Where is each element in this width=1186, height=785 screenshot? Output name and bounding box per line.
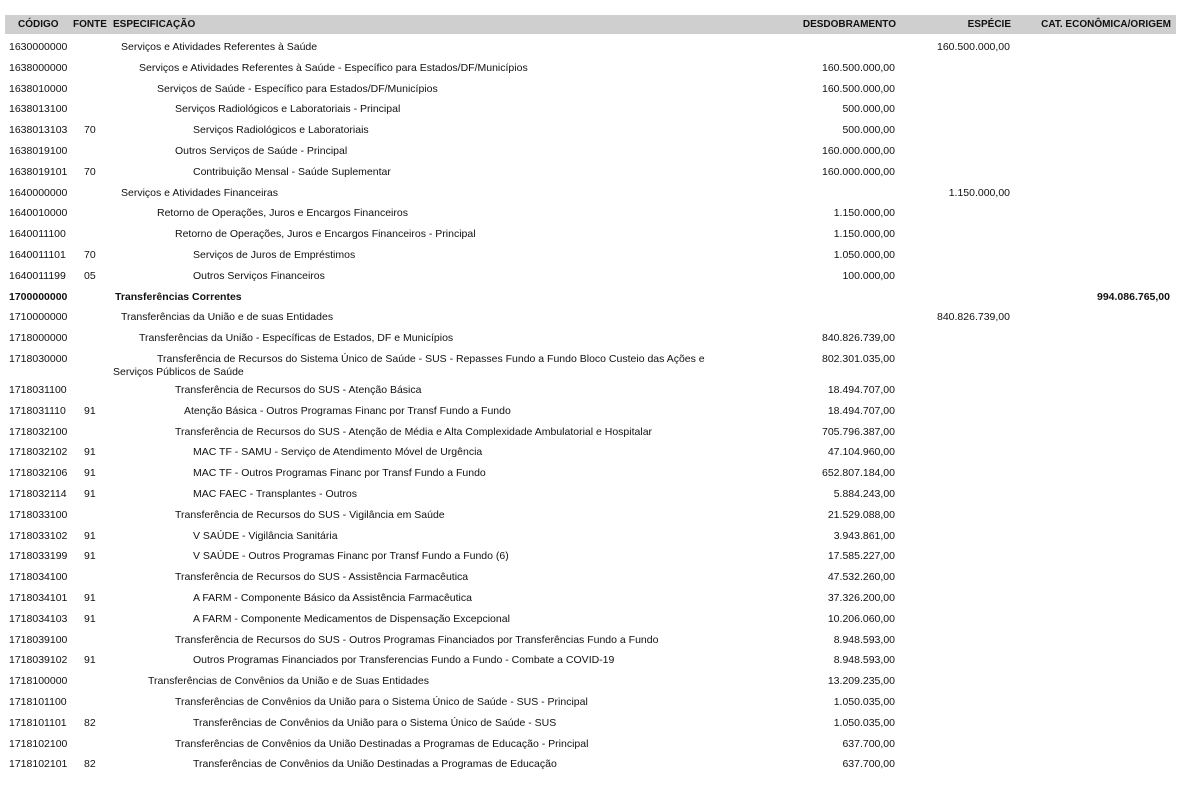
- table-row: [0, 713, 1186, 734]
- row-desdobramento: 500.000,00: [842, 124, 895, 137]
- row-especificacao: A FARM - Componente Medicamentos de Dispensação Excepcional: [193, 612, 510, 625]
- row-fonte: 91: [84, 487, 96, 500]
- row-codigo: 1718102101: [9, 758, 68, 771]
- row-especificacao: Serviços de Juros de Empréstimos: [193, 248, 356, 261]
- row-codigo: 1630000000: [9, 41, 68, 53]
- row-especificacao: V SAÚDE - Outros Programas Financ por Transf Fundo a Fundo (6): [193, 550, 509, 563]
- row-codigo: 1718034101: [9, 591, 68, 604]
- row-desdobramento: 47.532.260,00: [827, 571, 895, 584]
- row-codigo: 1638019101: [9, 165, 68, 178]
- row-fonte: 05: [84, 269, 96, 282]
- row-codigo: 1638000000: [9, 61, 68, 74]
- row-codigo: 1718101100: [9, 695, 67, 708]
- row-codigo: 1638013103: [9, 124, 68, 137]
- row-fonte: 91: [84, 612, 96, 625]
- table-row: [0, 99, 1186, 120]
- row-codigo: 1718100000: [9, 675, 68, 688]
- row-desdobramento: 18.494.707,00: [827, 404, 895, 417]
- row-desdobramento: 160.000.000,00: [822, 165, 895, 178]
- row-especificacao: Transferências da União - Específicas de Estados, DF e Municípios: [139, 332, 454, 345]
- row-especificacao: Serviços e Atividades Referentes à Saúde - Específico para Estados/DF/Municípios: [139, 61, 528, 74]
- row-desdobramento: 160.500.000,00: [822, 82, 895, 95]
- table-row: [0, 588, 1186, 609]
- row-codigo: 1718030000: [9, 352, 68, 365]
- row-fonte: 91: [84, 654, 96, 667]
- row-codigo: 1640011100: [9, 228, 66, 241]
- row-desdobramento: 10.206.060,00: [827, 612, 895, 625]
- table-row: [0, 380, 1186, 401]
- row-desdobramento: 1.050.035,00: [833, 695, 895, 708]
- row-especificacao: Outros Serviços Financeiros: [193, 269, 325, 282]
- row-especificacao: Transferências de Convênios da União Destinadas a Programas de Educação - Principal: [175, 737, 589, 750]
- row-especificacao: Retorno de Operações, Juros e Encargos Financeiros - Principal: [175, 228, 476, 241]
- row-desdobramento: 1.150.000,00: [833, 228, 895, 241]
- table-row: [0, 650, 1186, 671]
- table-row: [0, 349, 1186, 380]
- row-especificacao: Outros Serviços de Saúde - Principal: [175, 144, 348, 157]
- row-desdobramento: 47.104.960,00: [827, 446, 895, 459]
- table-row: [0, 463, 1186, 484]
- row-especificacao: Transferências de Convênios da União Destinadas a Programas de Educação: [193, 758, 557, 771]
- row-desdobramento: 705.796.387,00: [822, 425, 895, 438]
- row-desdobramento: 13.209.235,00: [827, 675, 895, 688]
- row-fonte: 70: [84, 124, 96, 137]
- row-especificacao: MAC TF - Outros Programas Financ por Transf Fundo a Fundo: [193, 467, 486, 480]
- table-row: [0, 307, 1186, 328]
- table-row: [0, 754, 1186, 775]
- row-fonte: 70: [84, 165, 96, 178]
- row-desdobramento: 160.000.000,00: [822, 144, 895, 157]
- table-row: [0, 120, 1186, 141]
- row-codigo: 1640011101: [9, 248, 66, 261]
- table-row: [0, 266, 1186, 287]
- row-codigo: 1718039102: [9, 654, 68, 667]
- row-especificacao: Atenção Básica - Outros Programas Financ por Transf Fundo a Fundo: [184, 404, 511, 417]
- row-codigo: 1718031100: [9, 383, 67, 396]
- table-row: [0, 505, 1186, 526]
- row-desdobramento: 21.529.088,00: [827, 508, 895, 521]
- row-desdobramento: 802.301.035,00: [822, 352, 895, 365]
- row-especificacao: Transferência de Recursos do SUS - Atenção de Média e Alta Complexidade Ambulatorial e Hospitalar: [175, 425, 653, 438]
- row-desdobramento: 100.000,00: [842, 269, 895, 282]
- row-codigo: 1718031110: [9, 404, 66, 417]
- row-codigo: 1718033102: [9, 529, 68, 542]
- table-row: [0, 526, 1186, 547]
- table-row: [0, 546, 1186, 567]
- table-row: [0, 422, 1186, 443]
- header-especie: ESPÉCIE: [967, 19, 1011, 30]
- row-cat-economica: 994.086.765,00: [1097, 290, 1170, 303]
- row-especie: 840.826.739,00: [937, 311, 1010, 324]
- row-especificacao: MAC TF - SAMU - Serviço de Atendimento Móvel de Urgência: [193, 446, 483, 459]
- row-codigo: 1718033199: [9, 550, 68, 563]
- row-desdobramento: 37.326.200,00: [827, 591, 895, 604]
- row-desdobramento: 5.884.243,00: [833, 487, 895, 500]
- row-especie: 160.500.000,00: [937, 41, 1010, 53]
- row-fonte: 91: [84, 446, 96, 459]
- row-especificacao: Transferências de Convênios da União e de Suas Entidades: [148, 675, 429, 688]
- table-row: [0, 58, 1186, 79]
- row-especificacao: Transferência de Recursos do SUS - Atenção Básica: [175, 383, 422, 396]
- row-codigo: 1718032102: [9, 446, 68, 459]
- row-desdobramento: 8.948.593,00: [833, 633, 895, 646]
- row-especificacao: Retorno de Operações, Juros e Encargos Financeiros: [157, 207, 408, 220]
- row-especificacao: Transferência de Recursos do SUS - Assistência Farmacêutica: [175, 571, 469, 584]
- table-row: [0, 79, 1186, 100]
- row-desdobramento: 637.700,00: [842, 758, 895, 771]
- row-codigo: 1718102100: [9, 737, 68, 750]
- row-desdobramento: 1.050.000,00: [833, 248, 895, 261]
- row-codigo: 1640000000: [9, 186, 68, 199]
- table-row: [0, 203, 1186, 224]
- header-desdobramento: DESDOBRAMENTO: [802, 19, 896, 30]
- row-fonte: 91: [84, 404, 96, 417]
- table-body: [0, 37, 1186, 775]
- table-row: [0, 484, 1186, 505]
- row-desdobramento: 652.807.184,00: [822, 467, 895, 480]
- row-codigo: 1638013100: [9, 103, 68, 116]
- row-especificacao: Transferências Correntes: [115, 290, 242, 303]
- row-especificacao: Transferência de Recursos do SUS - Outros Programas Financiados por Transferências Fundo a Fundo: [175, 633, 659, 646]
- header-fonte: FONTE: [73, 19, 107, 30]
- row-especificacao: Serviços e Atividades Financeiras: [121, 186, 278, 199]
- row-especificacao: Transferências de Convênios da União para o Sistema Único de Saúde - SUS: [193, 716, 557, 729]
- header-codigo: CÓDIGO: [18, 19, 59, 30]
- row-codigo: 1700000000: [9, 290, 68, 303]
- row-codigo: 1640011199: [9, 269, 66, 282]
- table-row: [0, 37, 1186, 58]
- table-row: [0, 401, 1186, 422]
- row-especificacao: A FARM - Componente Básico da Assistência Farmacêutica: [193, 591, 472, 604]
- row-codigo: 1718000000: [9, 332, 68, 345]
- row-fonte: 70: [84, 248, 96, 261]
- table-row: [0, 224, 1186, 245]
- table-row: [0, 442, 1186, 463]
- row-codigo: 1718032114: [9, 487, 67, 500]
- table-row: [0, 734, 1186, 755]
- row-desdobramento: 840.826.739,00: [822, 332, 895, 345]
- table-row: [0, 692, 1186, 713]
- row-desdobramento: 1.050.035,00: [833, 716, 895, 729]
- row-desdobramento: 637.700,00: [842, 737, 895, 750]
- row-especificacao: Serviços Radiológicos e Laboratoriais - Principal: [175, 103, 401, 116]
- row-especificacao: Transferências de Convênios da União para o Sistema Único de Saúde - SUS - Principal: [175, 695, 588, 708]
- row-especificacao: Transferência de Recursos do SUS - Vigilância em Saúde: [175, 508, 445, 521]
- row-codigo: 1638010000: [9, 82, 68, 95]
- row-codigo: 1640010000: [9, 207, 68, 220]
- row-fonte: 82: [84, 758, 96, 771]
- row-codigo: 1718034103: [9, 612, 68, 625]
- table-row: [0, 245, 1186, 266]
- row-desdobramento: 1.150.000,00: [833, 207, 895, 220]
- row-codigo: 1718033100: [9, 508, 68, 521]
- row-desdobramento: 17.585.227,00: [827, 550, 895, 563]
- row-desdobramento: 18.494.707,00: [827, 383, 895, 396]
- row-codigo: 1718032100: [9, 425, 68, 438]
- table-row: [0, 183, 1186, 204]
- row-codigo: 1718032106: [9, 467, 68, 480]
- row-codigo: 1718101101: [9, 716, 67, 729]
- row-desdobramento: 500.000,00: [842, 103, 895, 116]
- row-especificacao: Transferências da União e de suas Entidades: [121, 311, 334, 324]
- row-codigo: 1638019100: [9, 144, 68, 157]
- row-fonte: 91: [84, 591, 96, 604]
- table-row: [0, 162, 1186, 183]
- row-especificacao: Serviços de Saúde - Específico para Estados/DF/Municípios: [157, 82, 438, 95]
- row-codigo: 1718039100: [9, 633, 68, 646]
- table-row: [0, 287, 1186, 308]
- table-row: [0, 630, 1186, 651]
- row-especificacao: Outros Programas Financiados por Transferencias Fundo a Fundo - Combate a COVID-19: [193, 654, 615, 667]
- row-especificacao: Serviços Radiológicos e Laboratoriais: [193, 124, 369, 137]
- row-especificacao: V SAÚDE - Vigilância Sanitária: [193, 529, 338, 542]
- row-fonte: 91: [84, 467, 96, 480]
- table-row: [0, 609, 1186, 630]
- row-codigo: 1718034100: [9, 571, 68, 584]
- table-header: [5, 15, 1176, 34]
- row-desdobramento: 8.948.593,00: [833, 654, 895, 667]
- row-fonte: 91: [84, 529, 96, 542]
- table-row: [0, 141, 1186, 162]
- row-codigo: 1710000000: [9, 311, 68, 324]
- row-especificacao: Contribuição Mensal - Saúde Suplementar: [193, 165, 391, 178]
- table-row: [0, 671, 1186, 692]
- header-cat-economica: CAT. ECONÔMICA/ORIGEM: [1041, 19, 1171, 30]
- row-fonte: 91: [84, 550, 96, 563]
- row-especie: 1.150.000,00: [948, 186, 1010, 199]
- row-especificacao: MAC FAEC - Transplantes - Outros: [193, 487, 357, 500]
- row-especificacao: Serviços e Atividades Referentes à Saúde: [121, 41, 318, 53]
- header-especificacao: ESPECIFICAÇÃO: [113, 19, 196, 30]
- row-especificacao: Transferência de Recursos do Sistema Único de Saúde - SUS - Repasses Fundo a Fundo Bloco Custeio das Ações e Serviços Públicos de Saúde: [113, 352, 705, 378]
- table-row: [0, 567, 1186, 588]
- table-row: [0, 328, 1186, 349]
- row-desdobramento: 3.943.861,00: [833, 529, 895, 542]
- row-desdobramento: 160.500.000,00: [822, 61, 895, 74]
- row-fonte: 82: [84, 716, 96, 729]
